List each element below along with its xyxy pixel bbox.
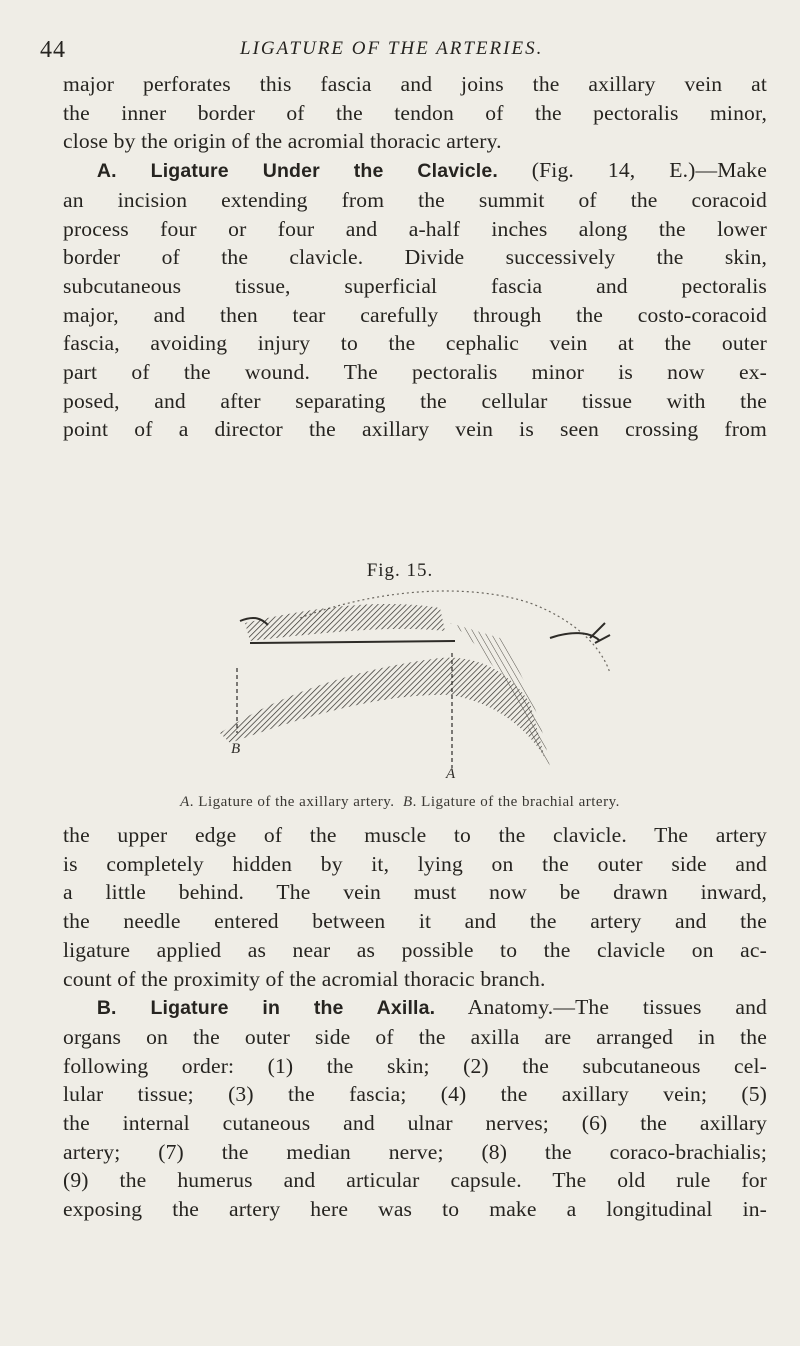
text-line: point of a director the axillary vein is seen crossing from [63,417,767,442]
caption-a-letter: A [180,794,190,810]
text-line: the internal cutaneous and ulnar nerves; (6) the axillary [63,1111,767,1136]
figure-label-a: A [446,766,456,782]
text-line: artery; (7) the median nerve; (8) the coraco-brachialis; [63,1139,767,1164]
text-line: process four or four and a-half inches along the lower [63,216,767,241]
section-b-heading: B. Ligature in the Axilla. [96,997,436,1020]
text-line: following order: (1) the skin; (2) the subcutaneous cel- [63,1053,767,1078]
section-a-first-line-rest: (Fig. 14, E.)—Make [497,158,767,183]
axilla-incision [220,658,545,758]
running-head: LIGATURE OF THE ARTERIES. [240,38,544,59]
text-line: an incision extending from the summit of the coracoid [63,187,767,212]
text-line: a little behind. The vein must now be drawn inward, [63,880,767,905]
section-a-first-line [63,156,767,186]
clavicle-incision [245,604,445,641]
text-line: major perforates this fascia and joins the axillary vein at [63,72,767,96]
figure-label: Fig. 15. [366,560,434,581]
text-line: (9) the humerus and articular capsule. The old rule for [63,1168,767,1193]
text-line: ligature applied as near as possible to the clavicle on ac- [63,937,767,962]
incision-line [250,641,455,643]
section-b-first-line [63,993,767,1023]
figure-label-b: B [231,741,241,757]
paragraph-top [63,70,767,444]
text-line: fascia, avoiding injury to the cephalic vein at the outer [63,331,767,356]
text-line: organs on the outer side of the axilla are arranged in the [63,1024,767,1049]
text-line: border of the clavicle. Divide successively the skin, [63,245,767,270]
text-line: part of the wound. The pectoralis minor is now ex- [63,360,767,385]
text-line: major, and then tear carefully through the costo-coracoid [63,302,767,327]
text-line: lular tissue; (3) the fascia; (4) the axillary vein; (5) [63,1082,767,1107]
paragraph-bottom [63,821,767,1224]
text-line: is completely hidden by it, lying on the outer side and [63,851,767,876]
text-line: posed, and after separating the cellular tissue with the [63,388,767,413]
section-a-heading: A. Ligature Under the Clavicle. [96,160,498,183]
text-line: exposing the artery here was to make a longitudinal in- [63,1197,767,1222]
caption-b-text: . Ligature of the brachial artery. [412,794,620,810]
retractor-hook-icon [550,623,610,643]
page-header [40,37,780,67]
text-line: close by the origin of the acromial thoracic artery. [63,129,502,154]
figure-illustration [150,583,690,783]
text-line: subcutaneous tissue, superficial fascia and pectoralis [63,273,767,298]
text-line: the needle entered between it and the artery and the [63,909,767,934]
section-b-first-line-rest: Anatomy.—The tissues and [435,995,767,1020]
caption-a-text: . Ligature of the axillary artery. [189,794,395,810]
shoulder-illustration [150,583,690,783]
text-line: the upper edge of the muscle to the clavicle. The artery [63,823,767,847]
text-line: count of the proximity of the acromial thoracic branch. [63,966,546,991]
caption-b-letter: B [403,794,413,810]
figure-caption [0,794,800,811]
text-line: the inner border of the tendon of the pectoralis minor, [63,100,767,125]
page-number: 44 [40,37,66,63]
